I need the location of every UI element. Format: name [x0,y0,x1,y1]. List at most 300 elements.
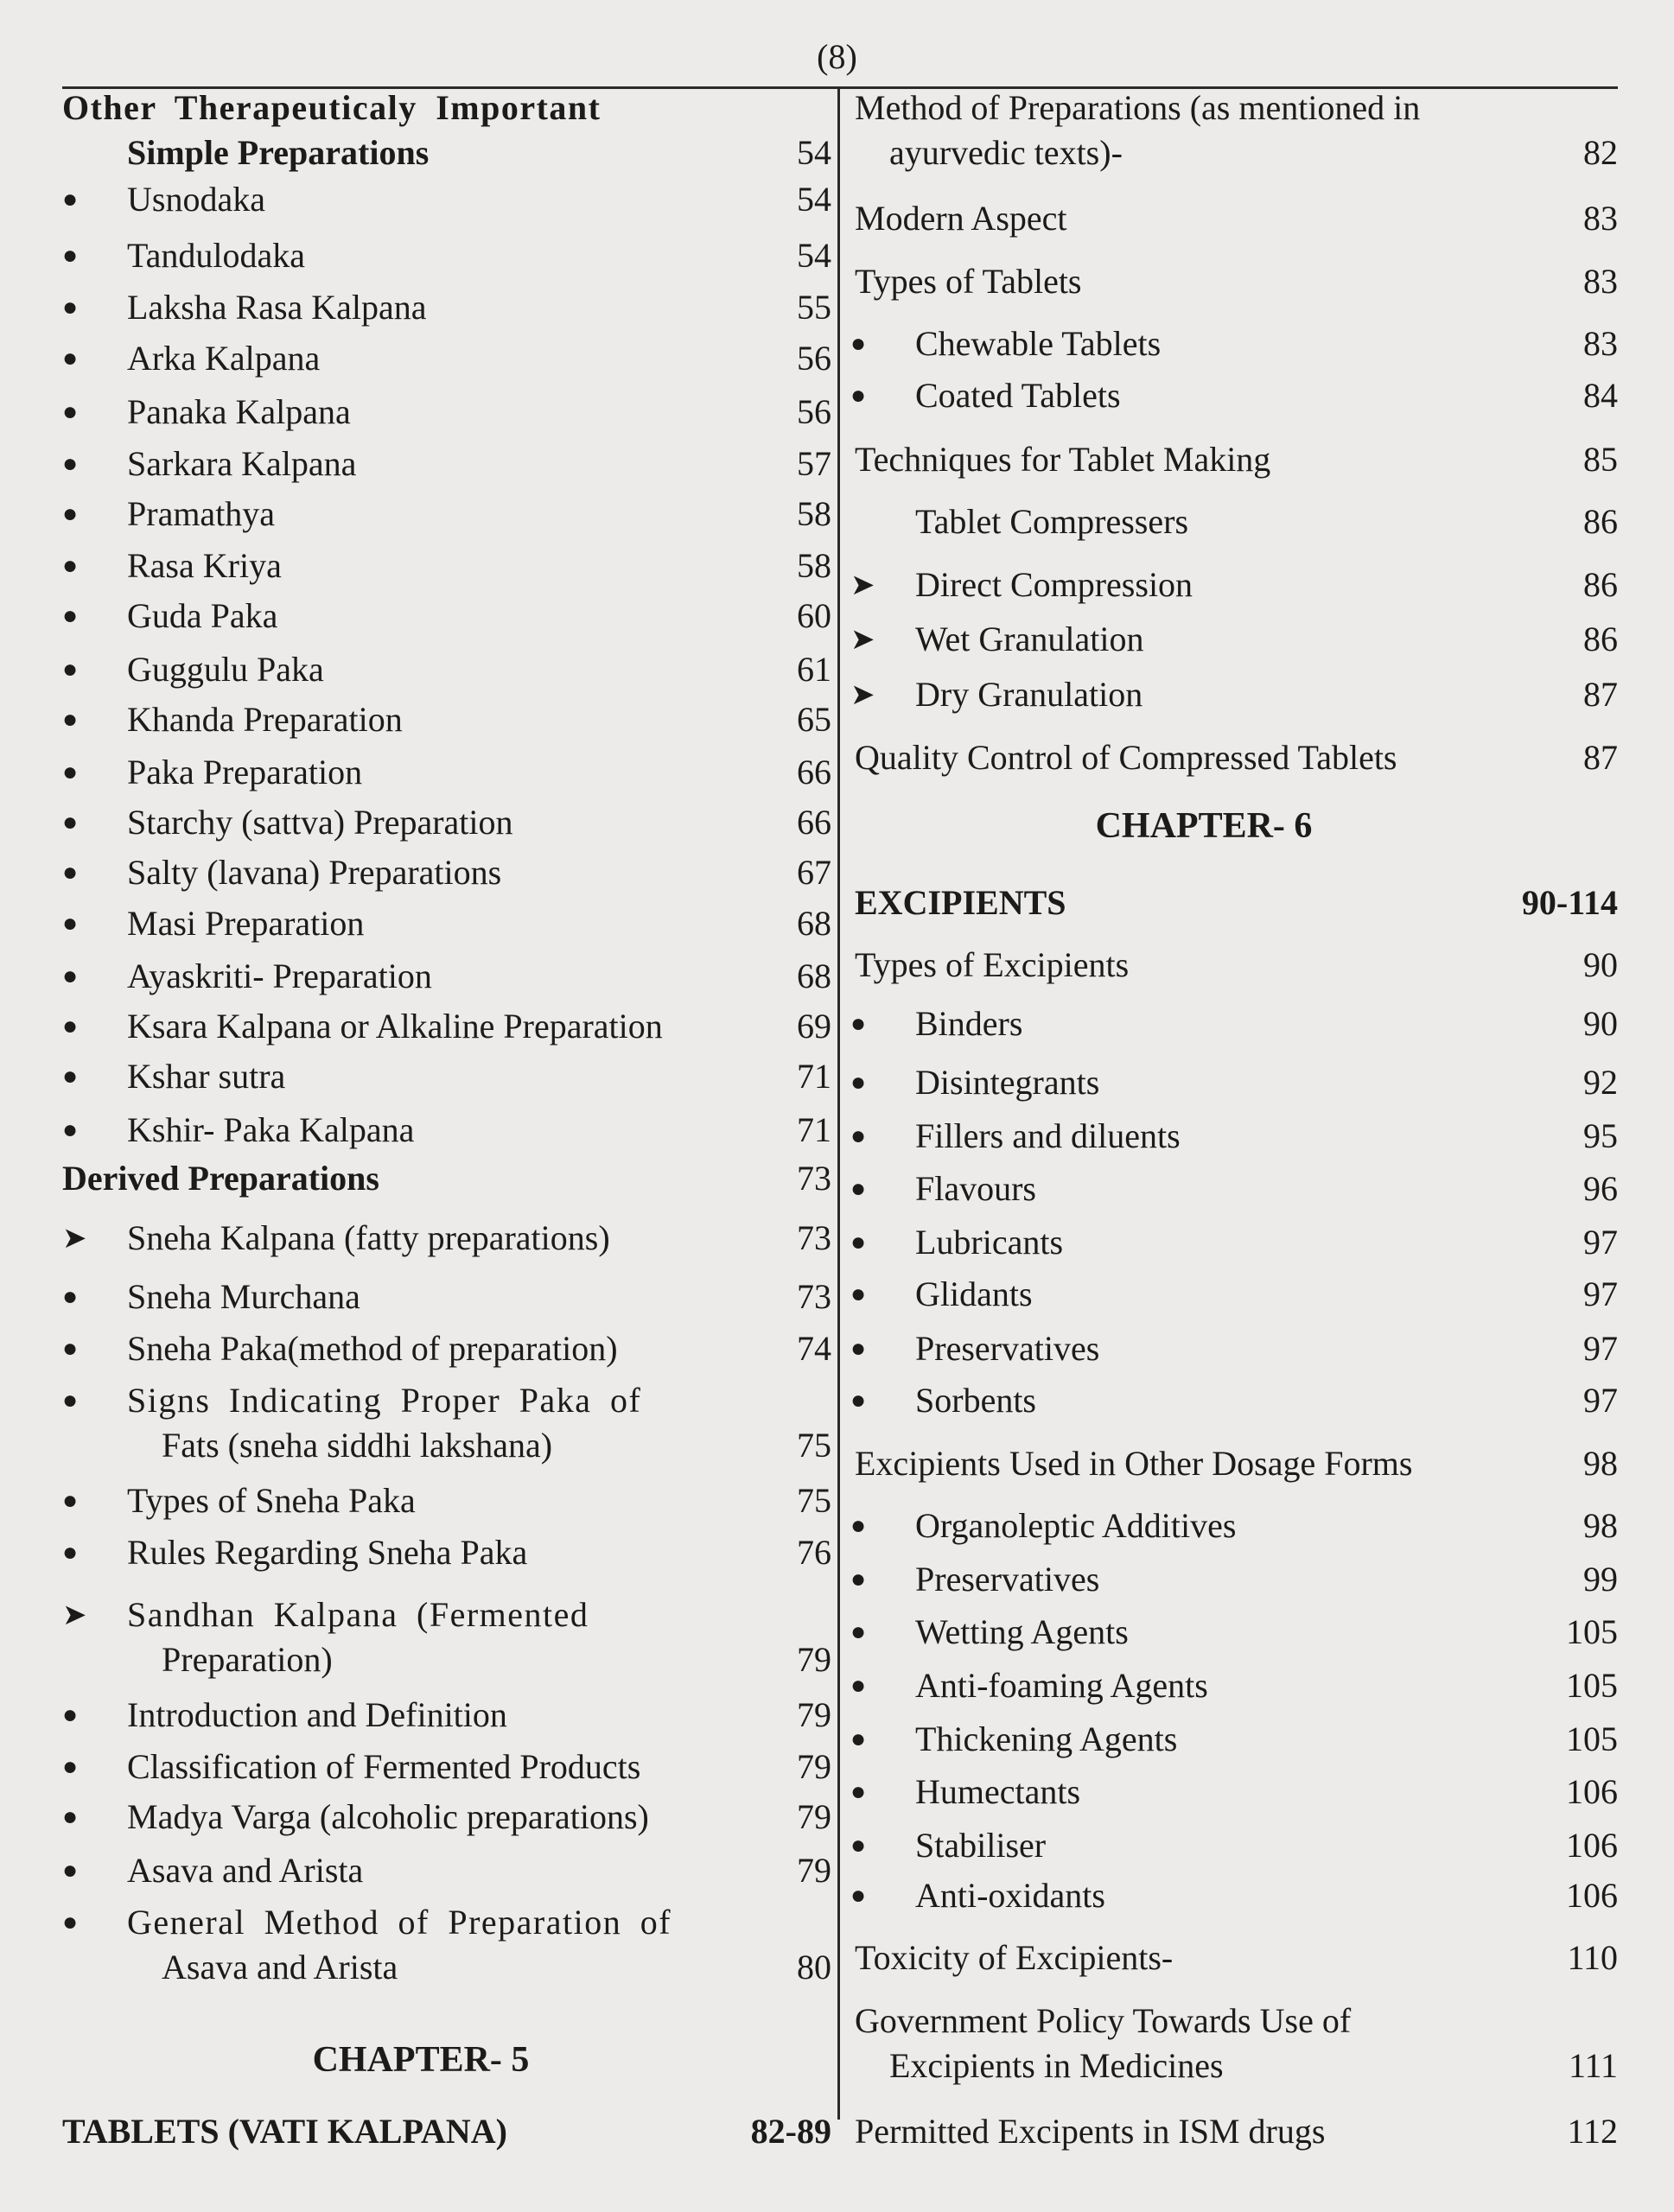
toc-page-number: 75 [797,1481,831,1521]
toc-entry-line: Panaka Kalpana [127,391,351,431]
toc-entry-line: Sarkara Kalpana [127,443,357,483]
toc-entry-title [850,1272,1497,1317]
toc-page-number: 54 [797,235,831,275]
toc-page-number: 74 [797,1329,831,1369]
toc-entry [62,697,831,742]
bullet-icon: ● [62,448,79,478]
toc-entry-title [62,1108,710,1153]
toc-entry-line: Toxicity of Excipients- [855,1937,1174,1977]
bullet-icon: ● [62,758,79,787]
toc-entry-title [62,1156,710,1201]
toc-entry [62,850,831,895]
toc-entry-line: Excipients in Medicines [889,2046,1224,2086]
bullet-icon: ● [62,1012,79,1041]
toc-entry [850,1610,1618,1655]
toc-entry-title [850,1936,1497,1980]
chapter-heading: CHAPTER- 5 [312,2039,530,2080]
toc-entry [62,1848,831,1893]
arrow-bullet-icon: ➤ [850,622,875,658]
toc-entry-line: Ayaskriti- Preparation [127,957,432,996]
toc-entry [62,1900,831,1990]
toc-entry [62,1108,831,1153]
toc-entry-line: Arka Kalpana [127,339,321,378]
toc-entry-line: Thickening Agents [915,1719,1178,1758]
toc-entry [850,1441,1618,1486]
bullet-icon: ● [62,808,79,837]
toc-entry [850,802,1618,850]
toc-page-number: 98 [1583,1506,1618,1546]
toc-page-number: 69 [797,1007,831,1046]
toc-page-number: 55 [797,287,831,327]
bullet-icon: ● [850,1008,867,1038]
toc-page-number: 90-114 [1521,882,1618,922]
toc-entry-title [62,1745,710,1789]
toc-page-number: 65 [797,699,831,739]
toc-entry-line: Organoleptic Additives [915,1506,1237,1546]
toc-entry-line: Tandulodaka [127,235,306,275]
bullet-icon: ● [62,1538,79,1567]
toc-entry-line: Disintegrants [915,1063,1100,1103]
toc-entry-title [62,1054,710,1099]
toc-entry-title [62,543,710,588]
toc-entry-title [850,672,1497,717]
toc-entry-line: Anti-foaming Agents [915,1665,1208,1705]
toc-entry [62,390,831,435]
toc-entry [62,492,831,537]
toc-entry [62,1478,831,1523]
toc-entry-title [850,1717,1497,1762]
toc-entry-line: Direct Compression [915,565,1193,605]
toc-entry-line: Types of Excipients [855,944,1130,984]
toc-entry [62,954,831,999]
toc-page-number: 79 [797,1747,831,1787]
toc-entry-title [850,1166,1497,1211]
bullet-icon: ● [62,1116,79,1145]
toc-entry-title [850,1557,1497,1602]
toc-entry-title [850,1326,1497,1371]
toc-entry-line: Signs Indicating Proper Paka of [127,1380,642,1420]
toc-entry-line: Glidants [915,1274,1033,1313]
toc-entry-title [850,86,1497,175]
toc-entry-line: Tablet Compressers [915,501,1189,541]
page-number: (8) [817,37,857,76]
toc-entry [850,617,1618,662]
toc-entry-title [62,86,710,175]
toc-entry [850,499,1618,544]
bullet-icon: ● [62,654,79,683]
toc-entry [850,1001,1618,1046]
toc-page-number: 80 [797,1947,831,1986]
toc-page-number: 73 [797,1277,831,1317]
toc-entry-title [62,177,710,222]
toc-page-number: 105 [1566,1719,1618,1758]
toc-entry-title [850,2109,1497,2154]
toc-entry-line: Derived Preparations [62,1159,379,1198]
toc-entry [850,1503,1618,1548]
toc-entry-title [62,697,710,742]
toc-entry-title [850,373,1497,418]
toc-entry-line: Wet Granulation [915,620,1144,659]
bullet-icon: ● [62,1855,79,1885]
bullet-icon: ● [850,381,867,410]
toc-page-number: 105 [1566,1612,1618,1652]
toc-entry [62,86,831,175]
toc-entry [62,1054,831,1099]
toc-entry-line: Permitted Excipents in ISM drugs [855,2112,1326,2152]
toc-page-number: 66 [797,753,831,792]
toc-entry-line: General Method of Preparation of [127,1902,672,1942]
toc-page-number: 96 [1583,1169,1618,1209]
toc-entry-line: EXCIPIENTS [855,882,1066,922]
column-divider [837,89,840,2120]
toc-page-number: 105 [1566,1665,1618,1705]
toc-entry-title [850,1220,1497,1265]
toc-entry-title [62,442,710,486]
toc-page-number: 83 [1583,262,1618,302]
toc-entry-title [850,1114,1497,1159]
toc-entry-line: Techniques for Tablet Making [855,439,1271,479]
arrow-bullet-icon: ➤ [850,568,875,603]
toc-entry-line: Binders [915,1003,1023,1043]
toc-entry-line: Starchy (sattva) Preparation [127,803,513,842]
bullet-icon: ● [62,292,79,321]
toc-entry [62,647,831,692]
bullet-icon: ● [62,397,79,426]
bullet-icon: ● [62,1385,79,1414]
toc-entry-title [850,1441,1497,1486]
toc-entry-title [62,285,710,330]
toc-page-number: 68 [797,957,831,996]
toc-page-number: 106 [1566,1772,1618,1812]
toc-entry-line: Method of Preparations (as mentioned in [855,87,1421,127]
bullet-icon: ● [850,1279,867,1308]
toc-page-number: 58 [797,493,831,533]
bullet-icon: ● [850,1724,867,1753]
toc-page-number: 82 [1583,132,1618,172]
toc-entry-title [850,321,1497,366]
toc-page-number: 97 [1583,1274,1618,1313]
toc-entry [62,1693,831,1738]
bullet-icon: ● [62,1802,79,1832]
toc-page-number: 71 [797,1110,831,1150]
toc-entry-line: Preparation) [162,1639,333,1679]
bullet-icon: ● [850,1880,867,1910]
toc-entry-title [62,2109,710,2154]
toc-entry-title [850,1663,1497,1708]
toc-entry-title [62,1530,710,1575]
toc-entry-title [850,437,1497,482]
toc-page-number: 97 [1583,1329,1618,1369]
toc-entry [850,1378,1618,1423]
toc-entry-line: Rules Regarding Sneha Paka [127,1533,528,1573]
toc-entry-line: Humectants [915,1772,1081,1812]
arrow-bullet-icon: ➤ [62,1220,87,1255]
toc-entry-line: Flavours [915,1169,1036,1209]
toc-entry-line: Coated Tablets [915,376,1121,416]
bullet-icon: ● [850,1068,867,1097]
toc-page-number: 110 [1567,1937,1618,1977]
toc-entry [62,1378,831,1468]
toc-entry [62,1004,831,1049]
toc-entry [850,1999,1618,2088]
toc-entry [850,1060,1618,1105]
toc-entry [850,196,1618,241]
toc-page-number: 56 [797,339,831,378]
toc-entry [850,735,1618,780]
toc-entry [62,800,831,845]
toc-page-number: 83 [1583,198,1618,238]
toc-entry-title [850,499,1497,544]
toc-entry [850,259,1618,304]
toc-entry [850,943,1618,988]
toc-entry-line: Other Therapeuticaly Important [62,87,601,127]
toc-entry-title [850,563,1497,607]
toc-page-number: 73 [797,1217,831,1257]
toc-page-number: 106 [1566,1825,1618,1865]
toc-entry-line: Preservatives [915,1559,1100,1599]
toc-page-number: 98 [1583,1444,1618,1484]
toc-page-number: 79 [797,1639,831,1679]
bullet-icon: ● [850,1511,867,1541]
toc-entry [62,2109,831,2154]
toc-entry-title [62,1326,710,1371]
toc-page-number: 86 [1583,501,1618,541]
bullet-icon: ● [62,1486,79,1516]
toc-page-number: 95 [1583,1116,1618,1155]
toc-entry-title [850,1610,1497,1655]
bullet-icon: ● [62,240,79,270]
toc-entry [62,543,831,588]
bullet-icon: ● [850,1121,867,1150]
toc-entry-line: Asava and Arista [162,1947,398,1986]
toc-page-number: 58 [797,545,831,585]
bullet-icon: ● [850,1227,867,1256]
bullet-icon: ● [62,1334,79,1363]
toc-entry-title [62,750,710,795]
toc-entry-title [850,1823,1497,1868]
toc-entry-line: Ksara Kalpana or Alkaline Preparation [127,1007,663,1046]
toc-page-number: 90 [1583,944,1618,984]
toc-page-number: 99 [1583,1559,1618,1599]
bullet-icon: ● [62,1282,79,1312]
toc-entry [62,336,831,381]
bullet-icon: ● [62,1700,79,1730]
toc-entry-title [62,1216,710,1261]
toc-entry-line: Laksha Rasa Kalpana [127,287,427,327]
bullet-icon: ● [850,1174,867,1204]
toc-page-number: 84 [1583,376,1618,416]
toc-entry-line: Kshar sutra [127,1057,286,1096]
toc-entry-title [62,800,710,845]
toc-entry-title [850,1999,1497,2088]
toc-page-number: 112 [1567,2112,1618,2152]
toc-entry [850,437,1618,482]
toc-page-number: 106 [1566,1875,1618,1915]
toc-entry [850,1770,1618,1815]
toc-entry-line: Introduction and Definition [127,1695,507,1735]
toc-page-number: 111 [1568,2046,1618,2086]
toc-entry [62,594,831,639]
toc-entry [850,2109,1618,2154]
toc-entry [62,233,831,278]
toc-page-number: 97 [1583,1380,1618,1420]
bullet-icon: ● [62,344,79,373]
toc-entry-line: Madya Varga (alcoholic preparations) [127,1797,649,1837]
bullet-icon: ● [62,601,79,630]
toc-page-number: 79 [797,1850,831,1890]
toc-entry-title [62,850,710,895]
toc-entry [850,880,1618,925]
toc-entry [62,1530,831,1575]
arrow-bullet-icon: ➤ [62,1597,87,1632]
toc-entry-line: Fats (sneha siddhi lakshana) [162,1425,553,1465]
toc-entry [850,1326,1618,1371]
toc-entry [850,1220,1618,1265]
toc-entry-line: Preservatives [915,1329,1100,1369]
toc-entry-title [62,1378,710,1468]
toc-entry-line: Usnodaka [127,179,265,219]
toc-entry-title [850,1503,1497,1548]
toc-page-number: 60 [797,595,831,635]
toc-entry-title [850,1001,1497,1046]
toc-page-number: 71 [797,1057,831,1096]
toc-entry-line: Stabiliser [915,1825,1047,1865]
toc-entry-title [62,1848,710,1893]
toc-entry-line: Sneha Paka(method of preparation) [127,1329,618,1369]
toc-entry [850,1936,1618,1980]
toc-entry-title [62,647,710,692]
toc-entry-line: Paka Preparation [127,753,363,792]
toc-entry-line: Sorbents [915,1380,1036,1420]
toc-entry-line: Khanda Preparation [127,699,403,739]
toc-entry-line: Asava and Arista [127,1850,364,1890]
toc-entry [850,1166,1618,1211]
toc-entry-line: Types of Tablets [855,262,1082,302]
toc-entry-line: Types of Sneha Paka [127,1481,416,1521]
toc-entry-title [850,1873,1497,1918]
toc-entry-line: Rasa Kriya [127,545,282,585]
bullet-icon: ● [850,1564,867,1593]
toc-entry [62,177,831,222]
toc-entry [850,1823,1618,1868]
toc-page-number: 83 [1583,324,1618,364]
toc-entry [850,672,1618,717]
toc-entry-title [850,943,1497,988]
toc-page-number: 75 [797,1425,831,1465]
toc-entry-title [62,1795,710,1840]
toc-entry [850,86,1618,175]
toc-entry-title [62,954,710,999]
toc-entry-line: Lubricants [915,1222,1064,1262]
toc-page-number: 87 [1583,738,1618,778]
toc-entry [62,750,831,795]
toc-entry-title [62,492,710,537]
toc-entry [850,563,1618,607]
bullet-icon: ● [62,1907,79,1936]
toc-entry-line: Dry Granulation [915,674,1143,714]
toc-page-number: 73 [797,1159,831,1198]
toc-entry-line: Pramathya [127,493,276,533]
toc-entry [850,1717,1618,1762]
toc-entry [62,442,831,486]
toc-entry-title [62,1274,710,1319]
toc-entry-title [62,901,710,946]
toc-entry-title [62,336,710,381]
toc-entry [62,1745,831,1789]
toc-entry [850,1873,1618,1918]
toc-entry [850,1663,1618,1708]
toc-entry-line: Guda Paka [127,595,278,635]
toc-entry [850,1114,1618,1159]
toc-entry [62,901,831,946]
bullet-icon: ● [850,1670,867,1700]
toc-entry-title [62,233,710,278]
bullet-icon: ● [850,1385,867,1414]
toc-entry-line: Sneha Murchana [127,1277,360,1317]
toc-entry-line: Chewable Tablets [915,324,1162,364]
bullet-icon: ● [850,1777,867,1807]
toc-entry [850,1272,1618,1317]
toc-entry-title [850,1378,1497,1423]
toc-entry-line: Guggulu Paka [127,649,324,689]
toc-entry-line: ayurvedic texts)- [889,132,1123,172]
toc-entry [850,1557,1618,1602]
arrow-bullet-icon: ➤ [850,677,875,712]
toc-page-number: 82-89 [750,2112,831,2152]
toc-page-number: 56 [797,391,831,431]
toc-entry-line: Classification of Fermented Products [127,1747,641,1787]
chapter-heading: CHAPTER- 6 [1095,806,1313,847]
bullet-icon: ● [62,962,79,991]
toc-page-number: 79 [797,1695,831,1735]
toc-page-number: 54 [797,132,831,172]
bullet-icon: ● [62,1062,79,1091]
toc-page-number: 67 [797,853,831,893]
toc-entry-line: Fillers and diluents [915,1116,1181,1155]
toc-page-number: 79 [797,1797,831,1837]
toc-entry [62,1326,831,1371]
bullet-icon: ● [62,704,79,734]
toc-entry-line: Excipients Used in Other Dosage Forms [855,1444,1413,1484]
toc-entry [850,321,1618,366]
toc-entry [62,285,831,330]
toc-entry-title [62,390,710,435]
toc-page-number: 61 [797,649,831,689]
toc-entry-title [850,880,1497,925]
toc-entry-line: Salty (lavana) Preparations [127,853,502,893]
bullet-icon: ● [850,1830,867,1859]
toc-entry-line: Government Policy Towards Use of [855,2001,1352,2041]
toc-entry-line: Simple Preparations [127,132,430,172]
toc-page-number: 87 [1583,674,1618,714]
toc-entry-title [62,1592,710,1682]
toc-page-number: 54 [797,179,831,219]
toc-page-number: 68 [797,903,831,943]
toc-entry-title [850,735,1497,780]
bullet-icon: ● [62,908,79,938]
toc-entry-line: Anti-oxidants [915,1875,1105,1915]
toc-page-number: 97 [1583,1222,1618,1262]
toc-entry [62,1274,831,1319]
toc-entry-line: Sandhan Kalpana (Fermented [127,1594,589,1634]
toc-entry-title [62,1693,710,1738]
toc-entry-line: Quality Control of Compressed Tablets [855,738,1397,778]
bullet-icon: ● [850,1618,867,1647]
toc-page-number: 57 [797,443,831,483]
bullet-icon: ● [850,1334,867,1363]
toc-entry-title [850,259,1497,304]
toc-entry [62,1592,831,1682]
